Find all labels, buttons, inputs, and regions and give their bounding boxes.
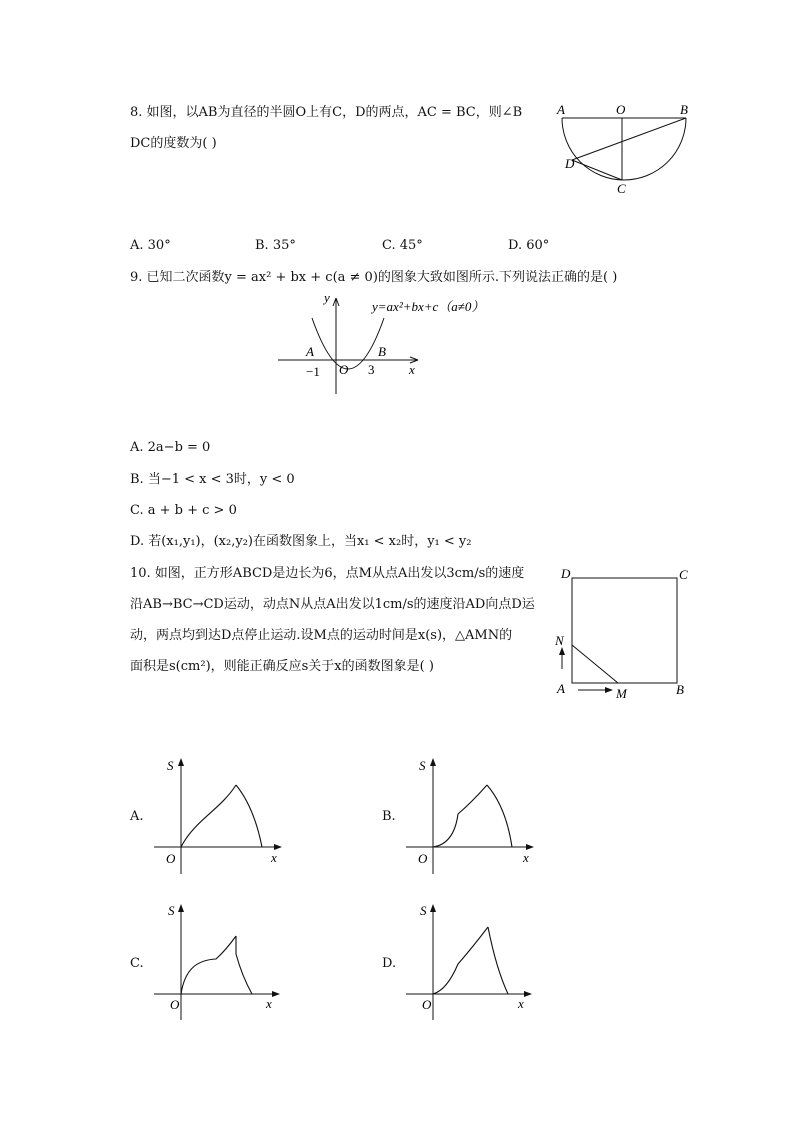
q10-label-B: B: [676, 682, 684, 697]
q10-option-b-ylabel: S: [419, 758, 426, 773]
q10-stem-line2: 沿AB→BC→CD运动，动点N从点A出发以1cm/s的速度沿AD向点D运: [130, 597, 535, 612]
q10-label-N: N: [555, 633, 564, 648]
q10-label-M: M: [616, 686, 627, 701]
q8-stem-line2: DC的度数为( ): [130, 136, 217, 151]
q10-option-b-origin: O: [418, 851, 428, 866]
q10-option-c-label: C.: [130, 956, 144, 971]
q9-option-a: A. 2a−b = 0: [130, 440, 211, 455]
q8-option-a: A. 30°: [130, 238, 171, 253]
q10-stem-line4: 面积是s(cm²)，则能正确反应s关于x的函数图象是( ): [130, 659, 434, 674]
q9-label-A: A: [306, 344, 314, 359]
q10-option-c-graph: [150, 898, 290, 1020]
q9-label-x: x: [409, 362, 415, 377]
q8-label-B: B: [680, 102, 688, 117]
q9-parabola-figure: [270, 288, 530, 400]
q10-label-D: D: [561, 566, 571, 581]
q10-option-d-ylabel: S: [420, 903, 427, 918]
q8-label-C: C: [617, 181, 626, 196]
q10-option-c-xlabel: x: [266, 996, 272, 1011]
q8-label-D: D: [565, 156, 575, 171]
q10-square-figure: [552, 565, 702, 705]
q10-option-a-xlabel: x: [271, 850, 277, 865]
q10-option-a-graph: [150, 752, 290, 874]
q8-option-b: B. 35°: [255, 238, 296, 253]
q10-option-c-ylabel: S: [168, 903, 175, 918]
q8-label-O: O: [616, 102, 626, 117]
q8-label-A: A: [557, 102, 565, 117]
q9-formula: y=ax²+bx+c（a≠0）: [372, 299, 485, 314]
q10-option-a-origin: O: [166, 851, 176, 866]
q9-label-O: O: [339, 362, 349, 377]
q10-option-d-xlabel: x: [518, 996, 524, 1011]
q9-label-y: y: [324, 290, 330, 305]
q10-option-b-xlabel: x: [523, 850, 529, 865]
q10-option-d-graph: [402, 898, 542, 1020]
q9-option-b: B. 当−1 < x < 3时，y < 0: [130, 472, 295, 487]
q8-option-d: D. 60°: [508, 238, 550, 253]
q10-option-d-origin: O: [422, 997, 432, 1012]
q10-option-d-label: D.: [382, 956, 397, 971]
q9-label-3: 3: [368, 362, 375, 377]
q9-stem: 9. 已知二次函数y = ax² + bx + c(a ≠ 0)的图象大致如图所示.下列说法正确的是( ): [130, 270, 618, 285]
q9-label-neg1: −1: [306, 364, 320, 379]
q10-stem-line1: 10. 如图，正方形ABCD是边长为6，点M从点A出发以3cm/s的速度: [130, 566, 525, 581]
q8-semicircle-figure: [552, 98, 702, 198]
q8-option-c: C. 45°: [382, 238, 423, 253]
q10-option-b-graph: [402, 752, 542, 874]
q9-label-B: B: [378, 344, 386, 359]
q10-option-a-ylabel: S: [167, 758, 174, 773]
q10-option-a-label: A.: [130, 809, 144, 824]
q10-label-A: A: [557, 681, 565, 696]
q10-stem-line3: 动，两点均到达D点停止运动.设M点的运动时间是x(s)，△AMN的: [130, 628, 513, 643]
q10-option-b-label: B.: [382, 809, 396, 824]
q10-label-C: C: [679, 567, 688, 582]
q10-option-c-origin: O: [170, 997, 180, 1012]
q8-stem-line1: 8. 如图，以AB为直径的半圆O上有C，D的两点，AC = BC，则∠B: [130, 105, 523, 120]
q9-option-d: D. 若(x₁,y₁)，(x₂,y₂)在函数图象上，当x₁ < x₂时，y₁ < y₂: [130, 534, 472, 549]
q9-option-c: C. a + b + c > 0: [130, 503, 237, 518]
